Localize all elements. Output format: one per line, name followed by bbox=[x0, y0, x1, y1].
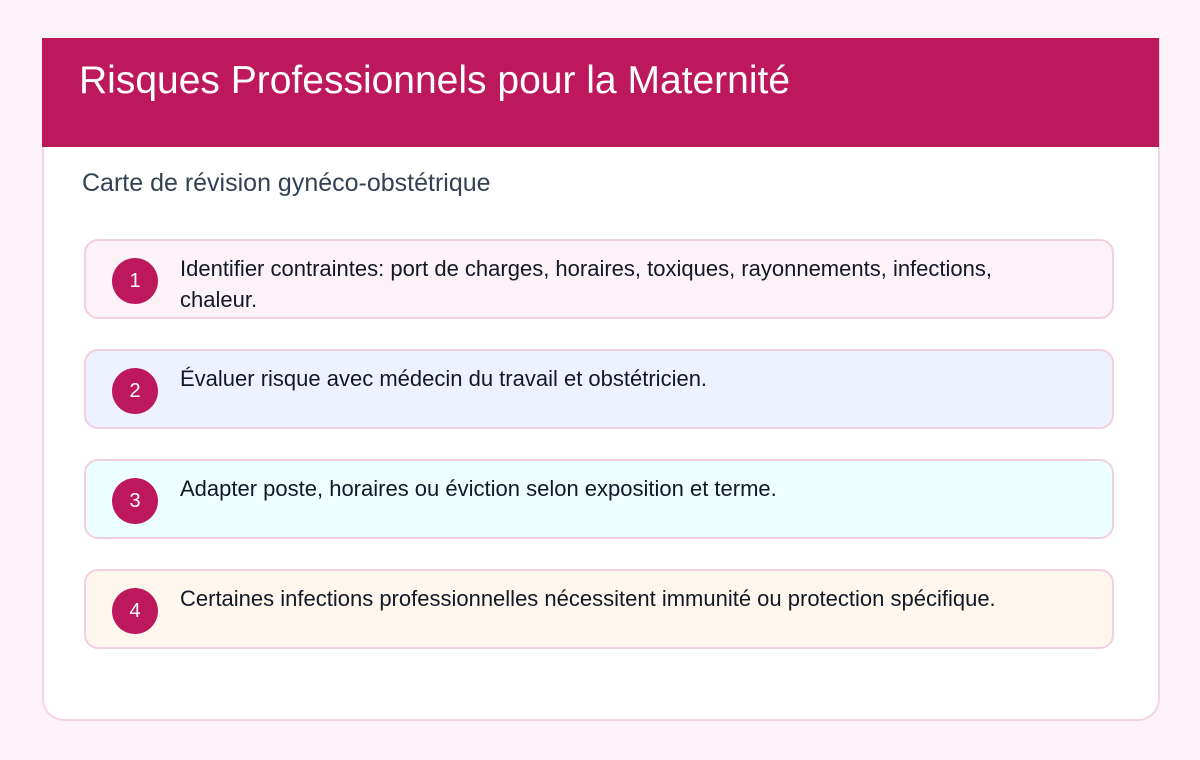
step-number-badge: 4 bbox=[112, 588, 158, 634]
step-number-badge: 1 bbox=[112, 258, 158, 304]
step-item-4 bbox=[84, 569, 1114, 649]
step-item-1 bbox=[84, 239, 1114, 319]
step-item-3 bbox=[84, 459, 1114, 539]
step-item-2 bbox=[84, 349, 1114, 429]
card-header bbox=[42, 38, 1159, 147]
step-number-badge: 3 bbox=[112, 478, 158, 524]
step-text: Adapter poste, horaires ou éviction selon exposition et terme. bbox=[180, 476, 777, 501]
step-text: Identifier contraintes: port de charges, horaires, toxiques, rayonnements, infections, chaleur. bbox=[180, 256, 992, 312]
step-text: Certaines infections professionnelles nécessitent immunité ou protection spécifique. bbox=[180, 586, 996, 611]
card-subtitle: Carte de révision gynéco-obstétrique bbox=[82, 169, 491, 197]
page-title: Risques Professionnels pour la Maternité bbox=[79, 59, 791, 102]
step-number-badge: 2 bbox=[112, 368, 158, 414]
step-text: Évaluer risque avec médecin du travail et obstétricien. bbox=[180, 366, 708, 391]
